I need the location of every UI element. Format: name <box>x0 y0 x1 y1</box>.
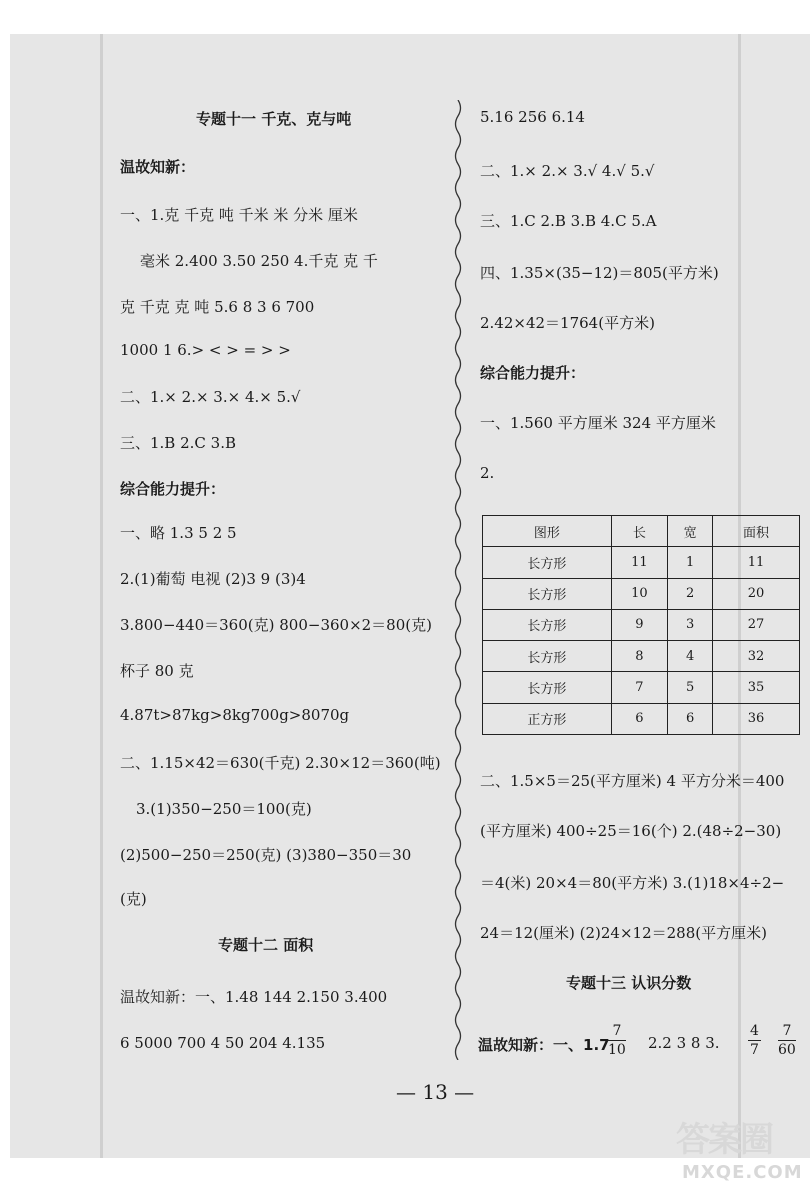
table-cell: 10 <box>611 578 667 609</box>
fraction <box>778 1022 796 1059</box>
answer-line: 6 5000 700 4 50 204 4.135 <box>120 1034 326 1052</box>
answer-line: (2)500−250＝250(克) (3)380−350＝30 <box>120 846 412 864</box>
table-cell: 36 <box>713 703 800 734</box>
section-13-title: 专题十三 认识分数 <box>566 974 692 992</box>
improve-label: 综合能力提升： <box>120 480 226 498</box>
answer-line: 温故知新：一、1.48 144 2.150 3.400 <box>120 988 388 1006</box>
table-header-cell: 宽 <box>668 516 713 547</box>
table-cell: 5 <box>668 672 713 703</box>
answer-line: 三、1.B 2.C 3.B <box>120 434 236 452</box>
answer-line: 一、略 1.3 5 2 5 <box>120 524 237 542</box>
answer-line: 克 千克 克 吨 5.6 8 3 6 700 <box>120 298 315 316</box>
table-cell: 4 <box>668 641 713 672</box>
table-header-row <box>483 516 800 547</box>
table-cell: 长方形 <box>483 578 612 609</box>
watermark-text: 答案圈 <box>676 1120 772 1160</box>
section-12-title: 专题十二 面积 <box>218 936 314 954</box>
answer-line: 2.2 3 8 3. <box>648 1034 720 1052</box>
table-row <box>483 609 800 640</box>
fraction-denominator: 10 <box>608 1042 626 1058</box>
review-label: 温故知新： <box>120 158 196 176</box>
table-cell: 长方形 <box>483 672 612 703</box>
table-cell: 27 <box>713 609 800 640</box>
answer-line: 1000 1 6.> < > = > > <box>120 341 291 359</box>
answer-line: 24＝12(厘米) (2)24×12＝288(平方厘米) <box>480 924 767 942</box>
table-cell: 正方形 <box>483 703 612 734</box>
table-cell: 9 <box>611 609 667 640</box>
fraction <box>608 1022 626 1059</box>
fraction-numerator: 4 <box>750 1023 759 1039</box>
table-cell: 11 <box>611 547 667 578</box>
section-11-title: 专题十一 千克、克与吨 <box>196 110 352 128</box>
fraction-numerator: 7 <box>608 1022 626 1041</box>
table-row <box>483 641 800 672</box>
column-divider <box>448 100 468 1060</box>
answer-line: 4.87t>87kg>8kg700g>8070g <box>120 706 350 724</box>
fraction-numerator: 7 <box>778 1022 796 1041</box>
table-cell: 8 <box>611 641 667 672</box>
answer-line: 二、1.× 2.× 3.√ 4.√ 5.√ <box>480 162 655 180</box>
improve-label: 综合能力提升： <box>480 364 586 382</box>
answer-line: 2.42×42＝1764(平方米) <box>480 314 655 332</box>
answer-line: 一、1.560 平方厘米 324 平方厘米 <box>480 414 716 432</box>
answer-line: 四、1.35×(35−12)＝805(平方米) <box>480 264 719 282</box>
table-row <box>483 703 800 734</box>
answer-line: 二、1.5×5＝25(平方厘米) 4 平方分米＝400 <box>480 772 785 790</box>
table-cell: 3 <box>668 609 713 640</box>
answer-line: 3.800−440＝360(克) 800−360×2＝80(克) <box>120 616 432 634</box>
table-cell: 11 <box>713 547 800 578</box>
answer-line: 温故知新：一、1.7 <box>478 1036 610 1054</box>
table-row <box>483 547 800 578</box>
answer-line: 二、1.15×42＝630(千克) 2.30×12＝360(吨) <box>120 754 441 772</box>
table-cell: 长方形 <box>483 547 612 578</box>
answer-line: 2. <box>480 464 495 482</box>
answer-line: 二、1.× 2.× 3.× 4.× 5.√ <box>120 388 301 406</box>
answer-line: 2.(1)葡萄 电视 (2)3 9 (3)4 <box>120 570 306 588</box>
table-cell: 长方形 <box>483 609 612 640</box>
answer-line: 一、1.克 千克 吨 千米 米 分米 厘米 <box>120 206 358 224</box>
answer-line: 5.16 256 6.14 <box>480 108 585 126</box>
area-table <box>482 515 800 735</box>
table-cell: 1 <box>668 547 713 578</box>
table-cell: 2 <box>668 578 713 609</box>
table-cell: 20 <box>713 578 800 609</box>
answer-line: ＝4(米) 20×4＝80(平方米) 3.(1)18×4÷2− <box>480 874 785 892</box>
answer-line: 杯子 80 克 <box>120 662 194 680</box>
answer-line: 三、1.C 2.B 3.B 4.C 5.A <box>480 212 657 230</box>
fraction-denominator: 60 <box>778 1042 796 1058</box>
watermark-url: MXQE.COM <box>682 1162 803 1183</box>
fraction <box>748 1022 761 1059</box>
table-cell: 32 <box>713 641 800 672</box>
answer-line: 3.(1)350−250＝100(克) <box>136 800 312 818</box>
table-cell: 长方形 <box>483 641 612 672</box>
answer-line: 毫米 2.400 3.50 250 4.千克 克 千 <box>140 252 378 270</box>
fraction-denominator: 7 <box>750 1042 759 1058</box>
fold-line <box>100 34 103 1158</box>
table-cell: 6 <box>668 703 713 734</box>
answer-line: (克) <box>120 890 147 908</box>
table-header-cell: 面积 <box>713 516 800 547</box>
table-row <box>483 578 800 609</box>
table-cell: 6 <box>611 703 667 734</box>
table-cell: 7 <box>611 672 667 703</box>
table-cell: 35 <box>713 672 800 703</box>
page-number: — 13 — <box>396 1080 475 1104</box>
table-row <box>483 672 800 703</box>
answer-line: (平方厘米) 400÷25＝16(个) 2.(48÷2−30) <box>480 822 782 840</box>
watermark-logo <box>676 1112 804 1188</box>
table-header-cell: 图形 <box>483 516 612 547</box>
table-header-cell: 长 <box>611 516 667 547</box>
